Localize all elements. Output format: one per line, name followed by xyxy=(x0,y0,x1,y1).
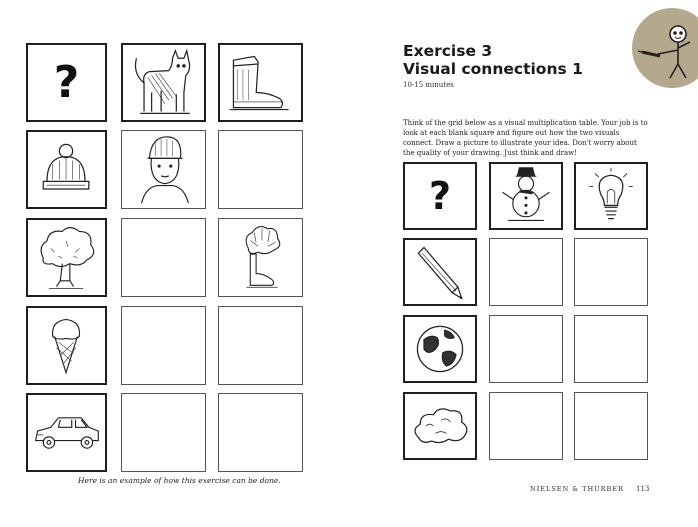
light-bulb-cell xyxy=(574,162,648,230)
ice-cream-cell xyxy=(26,306,107,385)
person-hat-cell xyxy=(121,130,206,209)
stick-figure-icon xyxy=(632,8,698,88)
blank-cell xyxy=(218,306,303,385)
question-mark: ? xyxy=(53,57,80,108)
blank-cell xyxy=(121,306,206,385)
blank-cell xyxy=(489,238,563,306)
tree-icon xyxy=(28,220,105,295)
cloud-icon xyxy=(405,394,475,458)
cloud-cell xyxy=(403,392,477,460)
light-bulb-icon xyxy=(576,164,646,228)
car-cell xyxy=(26,393,107,472)
globe-icon xyxy=(405,317,475,381)
blank-cell xyxy=(574,315,648,383)
blank-cell xyxy=(218,393,303,472)
snowman-cell xyxy=(489,162,563,230)
hat-icon xyxy=(28,132,105,207)
cat-icon xyxy=(123,45,204,120)
boot-cell xyxy=(218,43,303,122)
person-with-hat-icon xyxy=(122,131,205,208)
question-mark: ? xyxy=(428,174,452,218)
blank-cell xyxy=(121,393,206,472)
pencil-cell xyxy=(403,238,477,306)
blank-cell xyxy=(489,392,563,460)
blank-cell xyxy=(218,130,303,209)
pencil-icon xyxy=(405,240,475,304)
hat-cell xyxy=(26,130,107,209)
snowman-icon xyxy=(491,164,561,228)
cat-cell xyxy=(121,43,206,122)
exercise-number: Exercise 3 xyxy=(403,42,493,60)
tree-boot-cell xyxy=(218,218,303,297)
blank-cell xyxy=(121,218,206,297)
globe-cell xyxy=(403,315,477,383)
footer-authors: NIELSEN & THURBER xyxy=(530,485,624,493)
page-number: 113 xyxy=(636,485,650,493)
exercise-time: 10-15 minutes xyxy=(403,81,454,89)
exercise-description: Think of the grid below as a visual multiplication table. Your job is to look at each blank square and figure out how the two visuals connect. Draw a picture to illustrate your idea. Don't worry about the quality of your drawing. Just think and draw! xyxy=(403,119,648,157)
ice-cream-icon xyxy=(28,308,105,383)
tree-boot-icon xyxy=(219,219,302,296)
tree-cell xyxy=(26,218,107,297)
exercise-name: Visual connections 1 xyxy=(403,60,583,78)
exercise-title xyxy=(403,42,583,78)
right-question-cell xyxy=(403,162,477,230)
blank-cell xyxy=(574,238,648,306)
badge-stick-figure xyxy=(632,8,698,88)
left-question-cell xyxy=(26,43,107,122)
boot-icon xyxy=(220,45,301,120)
blank-cell xyxy=(574,392,648,460)
blank-cell xyxy=(489,315,563,383)
car-icon xyxy=(28,395,105,470)
caption: Here is an example of how this exercise can be done. xyxy=(78,476,281,485)
